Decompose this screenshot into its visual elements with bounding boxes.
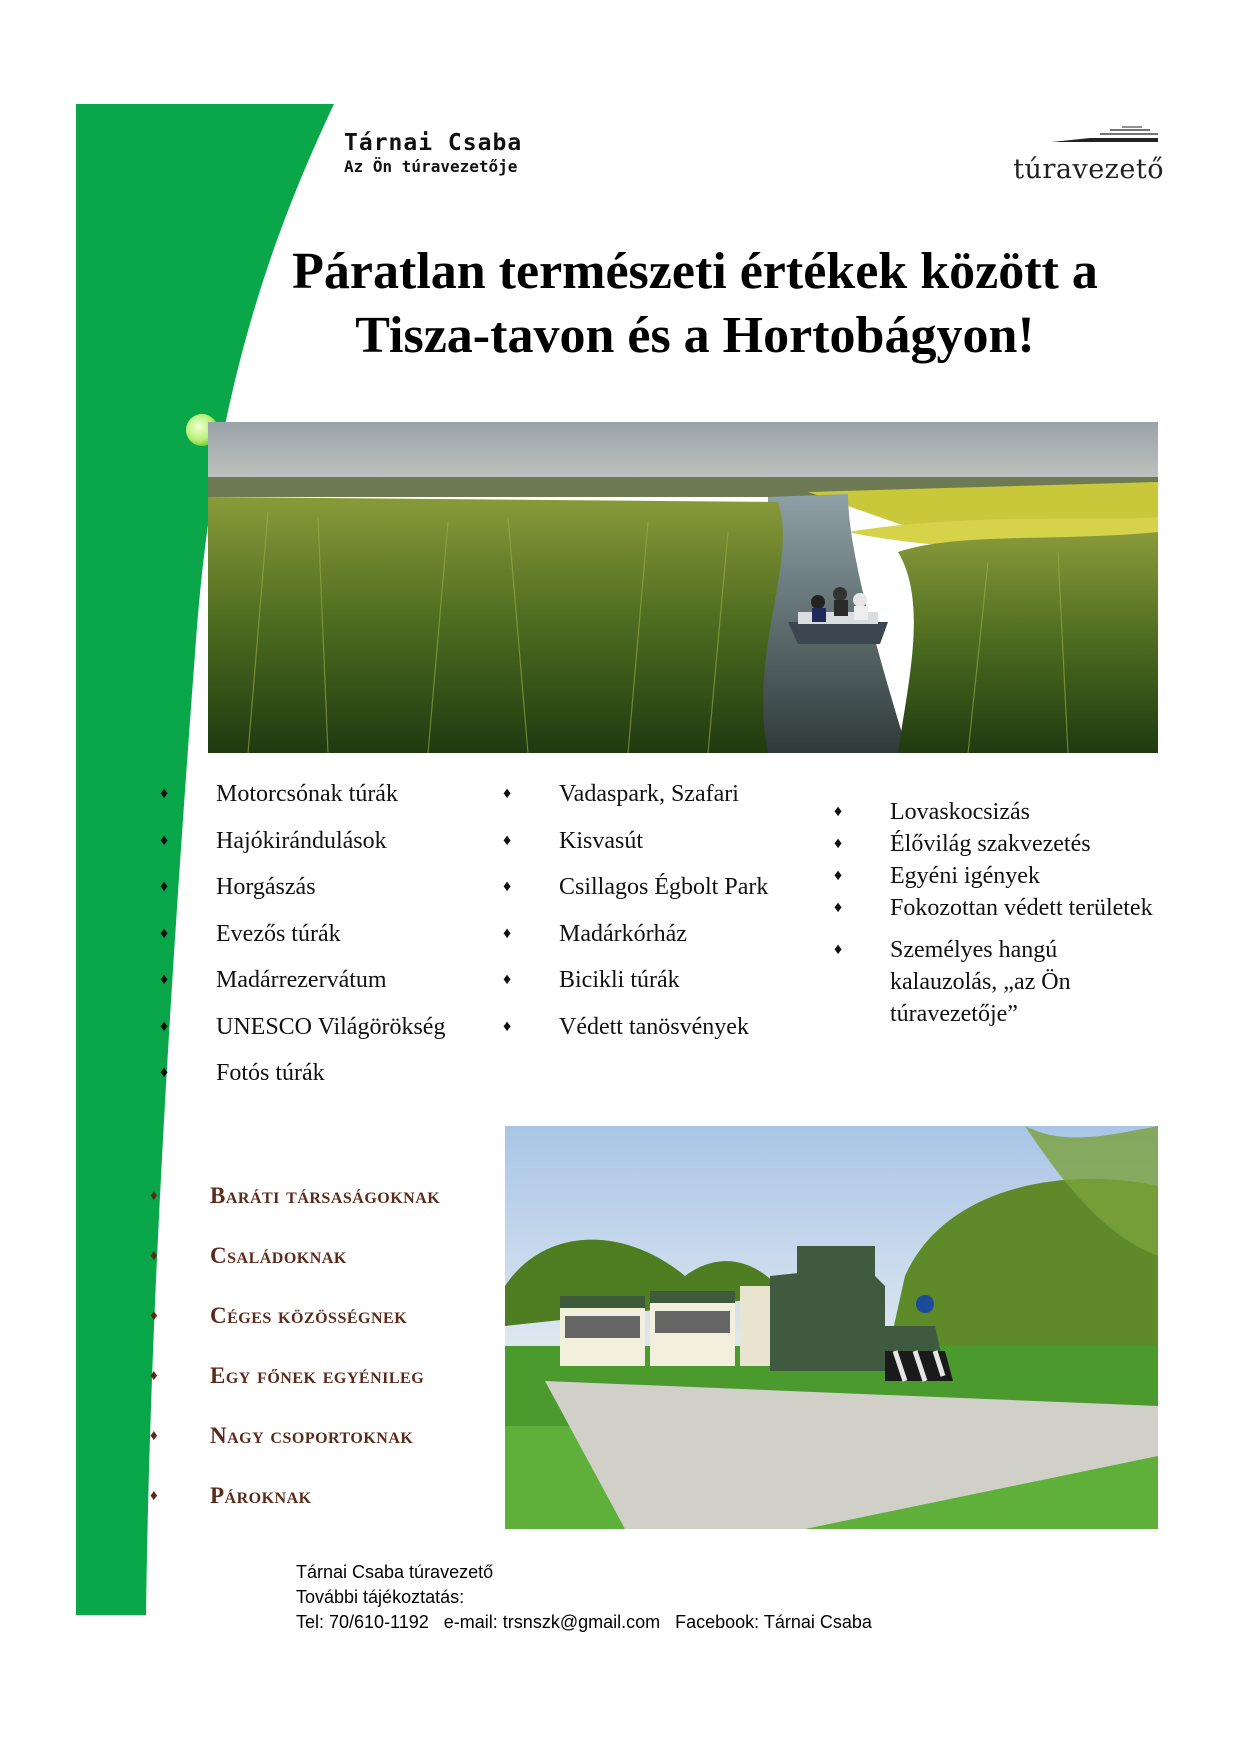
page-title bbox=[200, 240, 1190, 368]
guide-tagline: Az Ön túravezetője bbox=[344, 157, 518, 176]
lake-boat-photo bbox=[208, 422, 1158, 753]
guide-name: Tárnai Csaba bbox=[344, 130, 523, 156]
list-item-label: Vadaspark, Szafari bbox=[559, 781, 739, 807]
diamond-bullet-icon: ♦ bbox=[150, 1248, 159, 1264]
logo-lines-icon bbox=[1050, 126, 1160, 146]
diamond-bullet-icon: ♦ bbox=[834, 867, 843, 884]
diamond-bullet-icon: ♦ bbox=[834, 899, 843, 916]
list-item bbox=[160, 966, 500, 994]
list-item bbox=[834, 828, 1164, 860]
diamond-bullet-icon: ♦ bbox=[160, 924, 169, 942]
diamond-bullet-icon: ♦ bbox=[150, 1428, 159, 1444]
list-item-label: Evezős túrák bbox=[216, 920, 341, 947]
list-item-label: Csillagos Égbolt Park bbox=[559, 874, 769, 900]
list-item bbox=[150, 1240, 510, 1300]
list-item bbox=[150, 1300, 510, 1360]
footer-facebook[interactable]: Facebook: Tárnai Csaba bbox=[675, 1612, 872, 1632]
list-item bbox=[834, 860, 1164, 892]
list-item-label: Személyes hangú kalauzolás, „az Ön túravezetője” bbox=[890, 937, 1071, 1027]
diamond-bullet-icon: ♦ bbox=[160, 1064, 169, 1081]
footer bbox=[296, 1560, 882, 1635]
list-item-label: Pároknak bbox=[210, 1483, 312, 1508]
list-item bbox=[160, 780, 500, 808]
list-item bbox=[160, 873, 500, 901]
footer-email[interactable]: e-mail: trsnszk@gmail.com bbox=[443, 1612, 661, 1632]
diamond-bullet-icon: ♦ bbox=[150, 1308, 159, 1324]
list-item bbox=[160, 920, 500, 948]
diamond-bullet-icon: ♦ bbox=[503, 878, 512, 895]
list-item-label: Madárrezervátum bbox=[216, 967, 387, 993]
list-item bbox=[503, 873, 823, 901]
footer-phone: Tel: 70/610-1192 bbox=[296, 1612, 429, 1632]
title-line-2: Tisza-tavon és a Hortobágyon! bbox=[355, 307, 1035, 364]
list-item bbox=[834, 796, 1164, 828]
list-item-label: Bicikli túrák bbox=[559, 967, 680, 993]
list-item bbox=[834, 934, 1164, 1030]
list-item bbox=[503, 966, 823, 994]
list-item-label: Nagy csoportoknak bbox=[210, 1423, 414, 1448]
list-item-label: Védett tanösvények bbox=[559, 1013, 749, 1040]
list-item-label: Fotós túrák bbox=[216, 1060, 325, 1086]
list-item-label: Lovaskocsizás bbox=[890, 799, 1030, 825]
list-item-label: Motorcsónak túrák bbox=[216, 781, 398, 807]
train-photo bbox=[505, 1126, 1158, 1529]
logo-text: túravezető bbox=[1013, 154, 1164, 185]
diamond-bullet-icon: ♦ bbox=[503, 831, 512, 849]
activities-column-1 bbox=[160, 780, 500, 1106]
diamond-bullet-icon: ♦ bbox=[160, 971, 169, 988]
activities-column-2 bbox=[503, 780, 823, 1059]
list-item bbox=[150, 1420, 510, 1480]
diamond-bullet-icon: ♦ bbox=[834, 941, 843, 958]
diamond-bullet-icon: ♦ bbox=[160, 831, 169, 849]
list-item-label: Horgászás bbox=[216, 874, 316, 900]
list-item-label: Családoknak bbox=[210, 1243, 347, 1268]
footer-line-1: Tárnai Csaba túravezető bbox=[296, 1562, 494, 1582]
title-line-1: Páratlan természeti értékek között a bbox=[292, 243, 1098, 300]
list-item-label: Céges közösségnek bbox=[210, 1303, 408, 1328]
diamond-bullet-icon: ♦ bbox=[503, 1017, 512, 1035]
diamond-bullet-icon: ♦ bbox=[150, 1488, 159, 1504]
diamond-bullet-icon: ♦ bbox=[503, 785, 512, 802]
audience-list bbox=[150, 1180, 510, 1540]
footer-line-2: További tájékoztatás: bbox=[296, 1587, 465, 1607]
list-item bbox=[150, 1180, 510, 1240]
list-item bbox=[150, 1360, 510, 1420]
list-item-label: Madárkórház bbox=[559, 920, 687, 947]
list-item-label: Fokozottan védett területek bbox=[890, 895, 1153, 921]
list-item-label: Élővilág szakvezetés bbox=[890, 831, 1091, 857]
list-item bbox=[160, 1059, 500, 1087]
list-item bbox=[160, 1013, 500, 1041]
list-item-label: Kisvasút bbox=[559, 827, 643, 854]
list-item-label: Egyéni igények bbox=[890, 863, 1040, 889]
list-item-label: Egy főnek egyénileg bbox=[210, 1363, 425, 1388]
activities-column-3 bbox=[834, 796, 1164, 1030]
list-item bbox=[503, 1013, 823, 1041]
list-item bbox=[160, 827, 500, 855]
list-item-label: Hajókirándulások bbox=[216, 827, 387, 854]
list-item bbox=[150, 1480, 510, 1540]
diamond-bullet-icon: ♦ bbox=[834, 835, 843, 852]
list-item bbox=[503, 780, 823, 808]
diamond-bullet-icon: ♦ bbox=[160, 785, 169, 802]
list-item bbox=[503, 920, 823, 948]
diamond-bullet-icon: ♦ bbox=[150, 1368, 159, 1384]
diamond-bullet-icon: ♦ bbox=[150, 1188, 159, 1204]
diamond-bullet-icon: ♦ bbox=[834, 803, 843, 820]
list-item-label: Baráti társaságoknak bbox=[210, 1183, 441, 1208]
list-item-label: UNESCO Világörökség bbox=[216, 1013, 446, 1040]
diamond-bullet-icon: ♦ bbox=[160, 1017, 169, 1035]
list-item bbox=[503, 827, 823, 855]
list-item bbox=[834, 892, 1164, 924]
diamond-bullet-icon: ♦ bbox=[160, 878, 169, 895]
diamond-bullet-icon: ♦ bbox=[503, 924, 512, 942]
diamond-bullet-icon: ♦ bbox=[503, 971, 512, 988]
footer-contacts bbox=[296, 1610, 882, 1635]
